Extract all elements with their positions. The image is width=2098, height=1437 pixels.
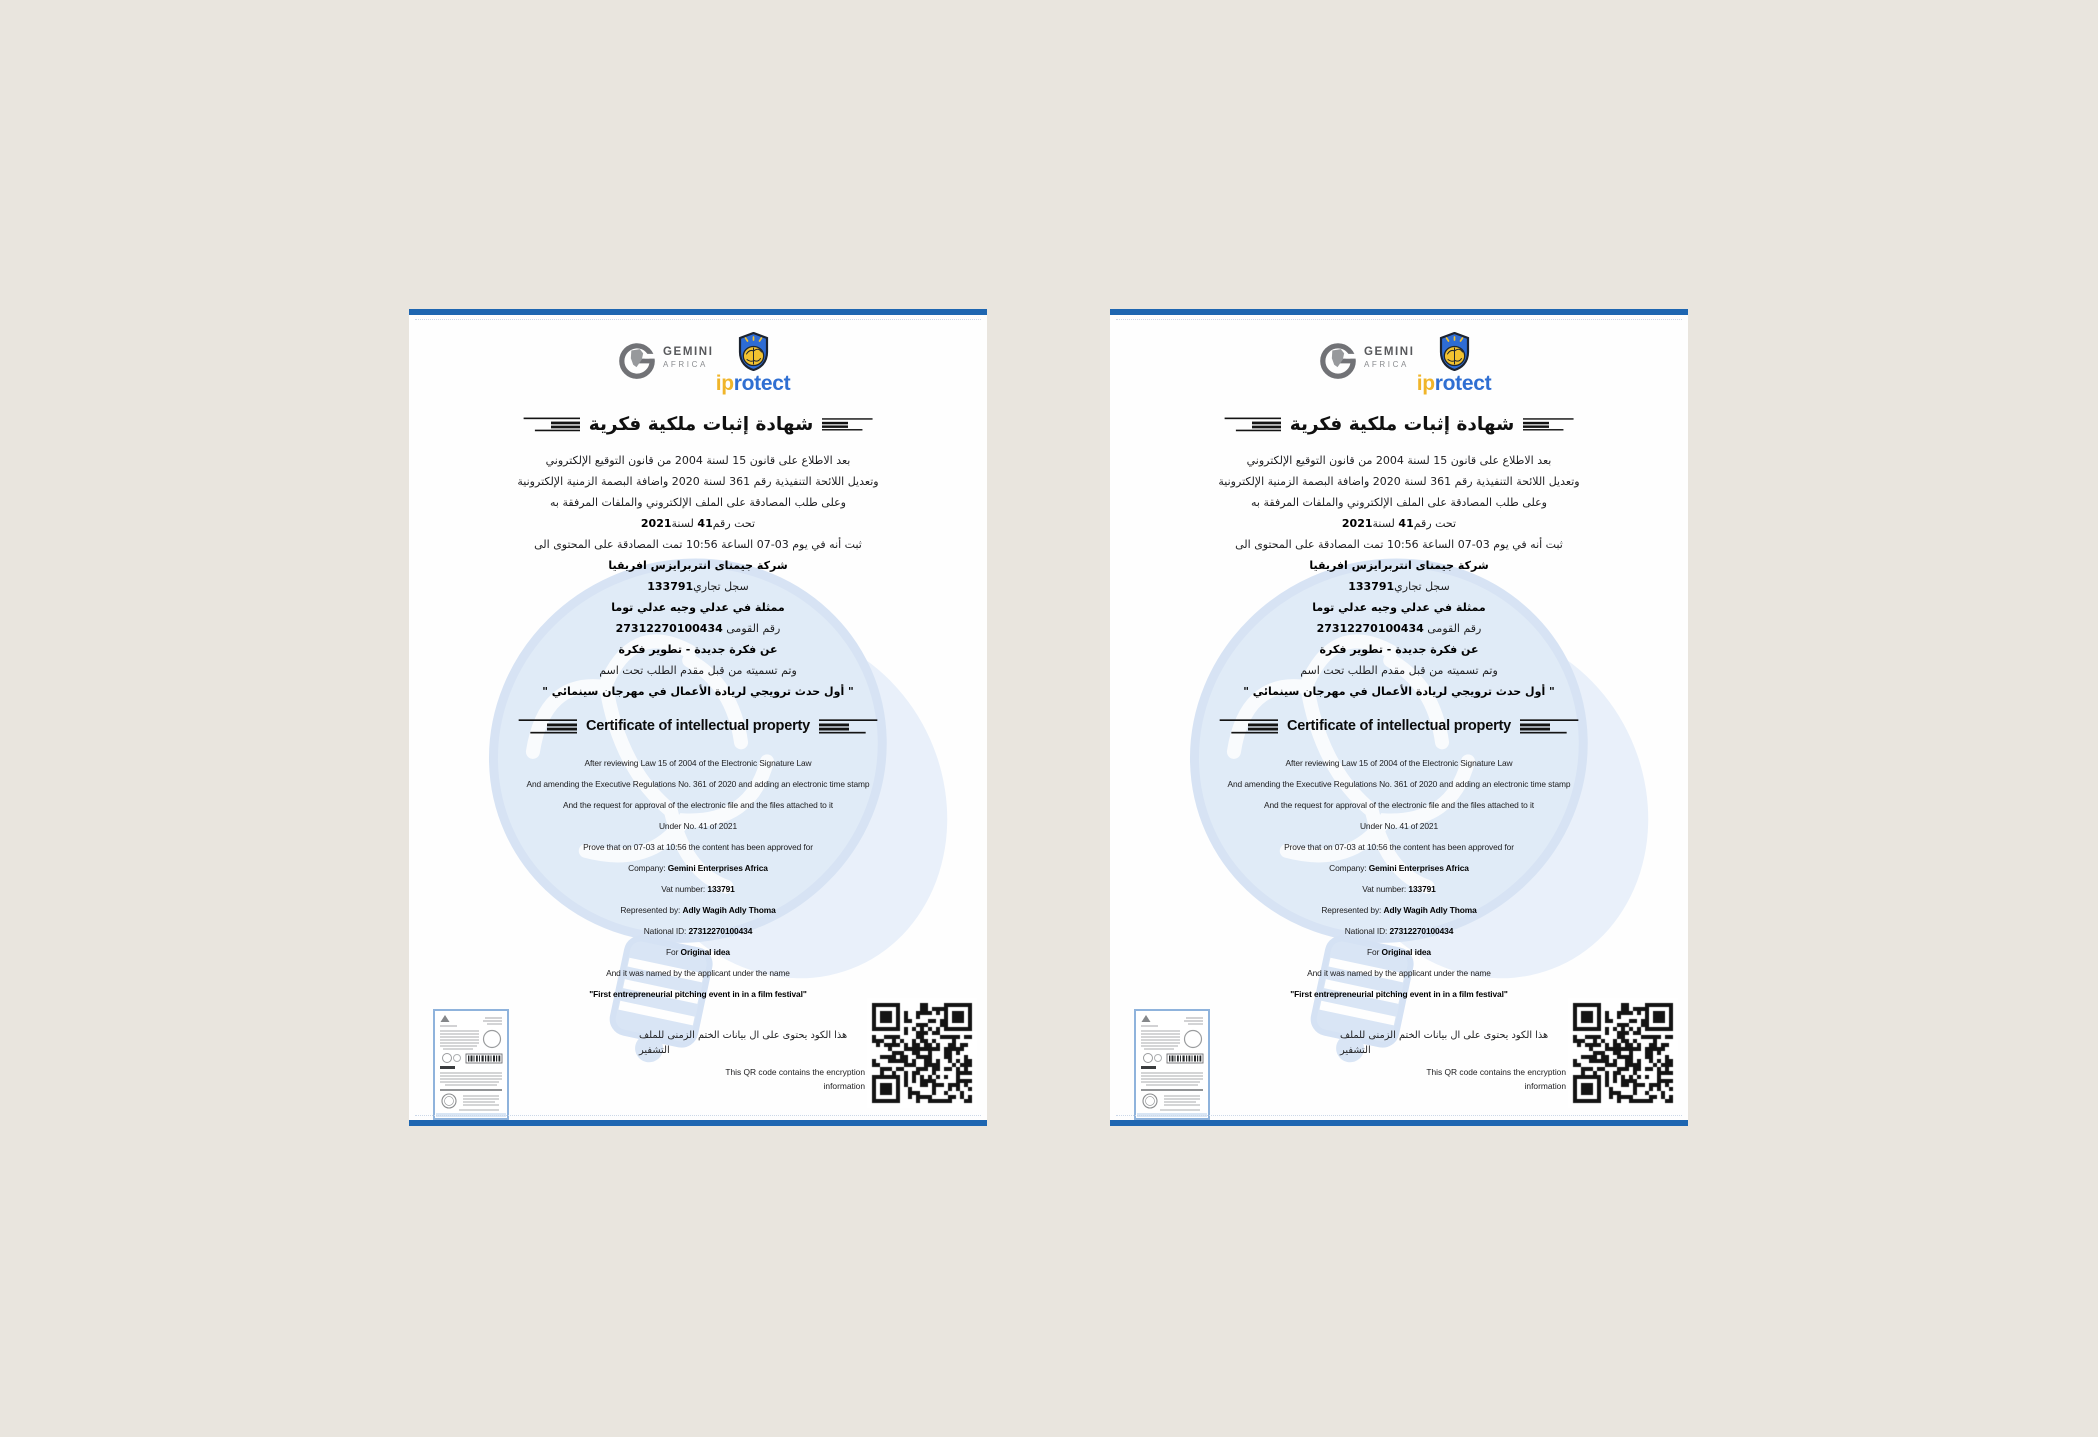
cert-line (427, 513, 969, 534)
note-line: هذا الكود يحتوى على ال بيانات الختم الزمنى للملف (1340, 1030, 1549, 1041)
cert-line-segment: 2021 (640, 517, 672, 530)
cert-line (423, 942, 973, 963)
footer-notes (639, 1028, 865, 1093)
cert-line-segment: Prove that on 07-03 at 10:56 the content has been approved for (1284, 842, 1514, 852)
arabic-title-row (1110, 409, 1688, 439)
cert-line-segment: ممثلة في عدلي وجيه عدلي توما (1312, 601, 1486, 614)
cert-line-segment: And amending the Executive Regulations No. 361 of 2020 and adding an electronic time stamp (1227, 779, 1571, 789)
gemini-africa-logo (618, 342, 714, 380)
note-line: information (823, 1081, 865, 1091)
cert-line-segment: And amending the Executive Regulations No. 361 of 2020 and adding an electronic time stamp (526, 779, 870, 789)
speed-lines-left-icon (1223, 415, 1281, 433)
cert-line-segment: ثبت أنه في يوم 03-07 الساعة 10:56 تمت المصادقة على المحتوى الى (534, 538, 862, 551)
cert-line-segment: ثبت أنه في يوم 03-07 الساعة 10:56 تمت المصادقة على المحتوى الى (1235, 538, 1563, 551)
english-title-row (409, 712, 987, 740)
note-line: التشفير (1340, 1045, 1371, 1056)
cert-line (1128, 618, 1670, 639)
cert-line (427, 618, 969, 639)
cert-line-segment: Adly Wagih Adly Thoma (682, 905, 776, 915)
cert-line (1124, 942, 1674, 963)
speed-lines-right-icon (1520, 717, 1580, 735)
cert-line (427, 681, 969, 702)
cert-line-segment: After reviewing Law 15 of 2004 of the Electronic Signature Law (1285, 758, 1513, 768)
cert-line-segment: 133791 (647, 580, 694, 593)
iprotect-shield-icon (738, 332, 769, 371)
cert-line-segment: شركة جيمناى انتربرايزس افريقيا (1309, 559, 1489, 572)
cert-line-segment: " أول حدث ترويجي لريادة الأعمال في مهرجان سينمائي " (542, 685, 854, 698)
cert-line (1128, 492, 1670, 513)
cert-line-segment: For (1367, 947, 1382, 957)
iprotect-wordmark (1406, 373, 1502, 395)
cert-line (427, 450, 969, 471)
cert-line-segment: بعد الاطلاع على قانون 15 لسنة 2004 من قانون التوقيع الإلكتروني (1246, 454, 1552, 467)
cert-line-segment: وتعديل اللائحة التنفيذية رقم 361 لسنة 2020 واضافة البصمة الزمنية الإلكترونية (1218, 475, 1580, 488)
cert-line (427, 471, 969, 492)
cert-line-segment: And the request for approval of the electronic file and the files attached to it (1264, 800, 1534, 810)
cert-line-segment: 27312270100434 (615, 622, 723, 635)
cert-line-segment: ممثلة في عدلي وجيه عدلي توما (611, 601, 785, 614)
cert-line (427, 660, 969, 681)
cert-line-segment: Original idea (1381, 947, 1431, 957)
cert-line (423, 879, 973, 900)
cert-line-segment: "First entrepreneurial pitching event in in a film festival" (1290, 989, 1508, 999)
gemini-globe-icon (1319, 342, 1357, 380)
cert-line-segment: لسنة (1372, 517, 1399, 530)
cert-line-segment: Gemini Enterprises Africa (1368, 863, 1469, 873)
bottom-accent-bar (409, 1120, 987, 1126)
note-line: This QR code contains the encryption (725, 1067, 865, 1077)
speed-lines-left-icon (517, 717, 577, 735)
cert-line-segment: And it was named by the applicant under the name (606, 968, 790, 978)
speed-lines-right-icon (1523, 415, 1575, 433)
english-title-row (1110, 712, 1688, 740)
top-accent-bar (409, 309, 987, 315)
cert-line (427, 555, 969, 576)
cert-line (423, 837, 973, 858)
arabic-title-row (409, 409, 987, 439)
cert-line-segment: وعلى طلب المصادقة على الملف الإلكتروني والملفات المرفقة به (1251, 496, 1547, 509)
gemini-name: GEMINI (663, 346, 714, 358)
note-line: التشفير (639, 1045, 670, 1056)
bottom-accent-bar (1110, 1120, 1688, 1126)
iprotect-wordmark (705, 373, 801, 395)
cert-line-segment: National ID: (1344, 926, 1390, 936)
cert-line-segment: Represented by: (620, 905, 683, 915)
speed-lines-right-icon (822, 415, 874, 433)
cert-line-segment: "First entrepreneurial pitching event in in a film festival" (589, 989, 807, 999)
cert-line-segment: سجل تجاري (1394, 580, 1450, 593)
cert-line (1128, 639, 1670, 660)
arabic-body (1128, 450, 1670, 702)
cert-line (423, 858, 973, 879)
cert-line (1124, 921, 1674, 942)
cert-line (423, 963, 973, 984)
cert-line (423, 774, 973, 795)
footer-notes (1340, 1028, 1566, 1093)
cert-line-segment: تحت رقم (1413, 517, 1457, 530)
cert-line-segment: سجل تجاري (693, 580, 749, 593)
note-line: information (1524, 1081, 1566, 1091)
cert-line-segment: وتعديل اللائحة التنفيذية رقم 361 لسنة 2020 واضافة البصمة الزمنية الإلكترونية (517, 475, 879, 488)
gemini-region: AFRICA (663, 360, 708, 369)
cert-line-segment: Under No. 41 of 2021 (1359, 821, 1439, 831)
iprotect-logo (705, 332, 801, 395)
qr-code (867, 998, 977, 1108)
document-thumbnail (1134, 1009, 1210, 1120)
iprotect-suffix: rotect (733, 372, 791, 395)
cert-line (1124, 879, 1674, 900)
certificate-content (409, 309, 987, 1126)
cert-line (1128, 471, 1670, 492)
cert-line-segment: 133791 (1348, 580, 1395, 593)
cert-line-segment: بعد الاطلاع على قانون 15 لسنة 2004 من قانون التوقيع الإلكتروني (545, 454, 851, 467)
cert-line-segment: لسنة (671, 517, 698, 530)
cert-line (423, 816, 973, 837)
cert-line-segment: Represented by: (1321, 905, 1384, 915)
cert-line-segment: National ID: (643, 926, 689, 936)
cert-line-segment: شركة جيمناى انتربرايزس افريقيا (608, 559, 788, 572)
speed-lines-left-icon (522, 415, 580, 433)
cert-line (1124, 900, 1674, 921)
arabic-title: شهادة إثبات ملكية فكرية (1289, 413, 1515, 435)
cert-line-segment: Original idea (680, 947, 730, 957)
cert-line (423, 795, 973, 816)
english-body (423, 753, 973, 1005)
cert-line (1124, 774, 1674, 795)
cert-line-segment: 27312270100434 (1389, 926, 1454, 936)
qr-code (1568, 998, 1678, 1108)
gemini-globe-icon (618, 342, 656, 380)
cert-line-segment: 2021 (1341, 517, 1373, 530)
qr-note-arabic (1340, 1028, 1566, 1058)
cert-line-segment: " أول حدث ترويجي لريادة الأعمال في مهرجان سينمائي " (1243, 685, 1555, 698)
cert-line-segment: Vat number: (661, 884, 708, 894)
cert-line (1124, 837, 1674, 858)
certificate-copy (1110, 309, 1688, 1126)
cert-line (427, 597, 969, 618)
iprotect-suffix: rotect (1434, 372, 1492, 395)
cert-line-segment: عن فكرة جديدة - تطوير فكرة (1319, 643, 1479, 656)
iprotect-prefix: ip (715, 372, 734, 395)
cert-line (1128, 555, 1670, 576)
arabic-body (427, 450, 969, 702)
cert-line (1124, 795, 1674, 816)
cert-line-segment: 27312270100434 (1316, 622, 1424, 635)
document-thumbnail (433, 1009, 509, 1120)
cert-line (1128, 576, 1670, 597)
cert-line-segment: And the request for approval of the electronic file and the files attached to it (563, 800, 833, 810)
english-title: Certificate of intellectual property (1286, 718, 1512, 734)
english-title: Certificate of intellectual property (585, 718, 811, 734)
cert-line-segment: Prove that on 07-03 at 10:56 the content has been approved for (583, 842, 813, 852)
cert-line (423, 900, 973, 921)
cert-line (1124, 963, 1674, 984)
qr-note-english (639, 1065, 865, 1093)
arabic-title: شهادة إثبات ملكية فكرية (588, 413, 814, 435)
cert-line (1128, 450, 1670, 471)
speed-lines-right-icon (819, 717, 879, 735)
cert-line (1124, 753, 1674, 774)
cert-line-segment: رقم القومى (1423, 622, 1482, 635)
speed-lines-left-icon (1218, 717, 1278, 735)
gemini-region: AFRICA (1364, 360, 1409, 369)
cert-line-segment: 133791 (707, 884, 735, 894)
cert-line (1124, 816, 1674, 837)
iprotect-prefix: ip (1416, 372, 1435, 395)
cert-line (1128, 534, 1670, 555)
cert-line-segment: 41 (697, 517, 713, 530)
cert-line-segment: Company: (628, 863, 668, 873)
cert-line-segment: After reviewing Law 15 of 2004 of the Electronic Signature Law (584, 758, 812, 768)
cert-line (427, 492, 969, 513)
top-accent-bar (1110, 309, 1688, 315)
cert-line-segment: Vat number: (1362, 884, 1409, 894)
note-line: هذا الكود يحتوى على ال بيانات الختم الزمنى للملف (639, 1030, 848, 1041)
cert-line (1128, 681, 1670, 702)
gemini-name: GEMINI (1364, 346, 1415, 358)
cert-line-segment: Under No. 41 of 2021 (658, 821, 738, 831)
cert-line-segment: تحت رقم (712, 517, 756, 530)
cert-line (1128, 597, 1670, 618)
cert-line-segment: 27312270100434 (688, 926, 753, 936)
cert-line-segment: 41 (1398, 517, 1414, 530)
cert-line (1128, 513, 1670, 534)
iprotect-shield-icon (1439, 332, 1470, 371)
cert-line (427, 534, 969, 555)
cert-line-segment: وتم تسميته من قبل مقدم الطلب تحت اسم (1300, 664, 1498, 677)
cert-line-segment: Adly Wagih Adly Thoma (1383, 905, 1477, 915)
certificate-content (1110, 309, 1688, 1126)
cert-line-segment: وعلى طلب المصادقة على الملف الإلكتروني والملفات المرفقة به (550, 496, 846, 509)
cert-line-segment: Company: (1329, 863, 1369, 873)
iprotect-logo (1406, 332, 1502, 395)
cert-line (427, 576, 969, 597)
cert-line-segment: وتم تسميته من قبل مقدم الطلب تحت اسم (599, 664, 797, 677)
cert-line (423, 753, 973, 774)
cert-line (427, 639, 969, 660)
cert-line (423, 921, 973, 942)
note-line: This QR code contains the encryption (1426, 1067, 1566, 1077)
cert-line-segment: 133791 (1408, 884, 1436, 894)
cert-line-segment: عن فكرة جديدة - تطوير فكرة (618, 643, 778, 656)
gemini-africa-logo (1319, 342, 1415, 380)
cert-line-segment: And it was named by the applicant under the name (1307, 968, 1491, 978)
qr-note-arabic (639, 1028, 865, 1058)
cert-line-segment: Gemini Enterprises Africa (667, 863, 768, 873)
cert-line (1124, 858, 1674, 879)
certificate (409, 309, 987, 1126)
cert-line (1128, 660, 1670, 681)
english-body (1124, 753, 1674, 1005)
cert-line-segment: For (666, 947, 681, 957)
cert-line-segment: رقم القومى (722, 622, 781, 635)
qr-note-english (1340, 1065, 1566, 1093)
